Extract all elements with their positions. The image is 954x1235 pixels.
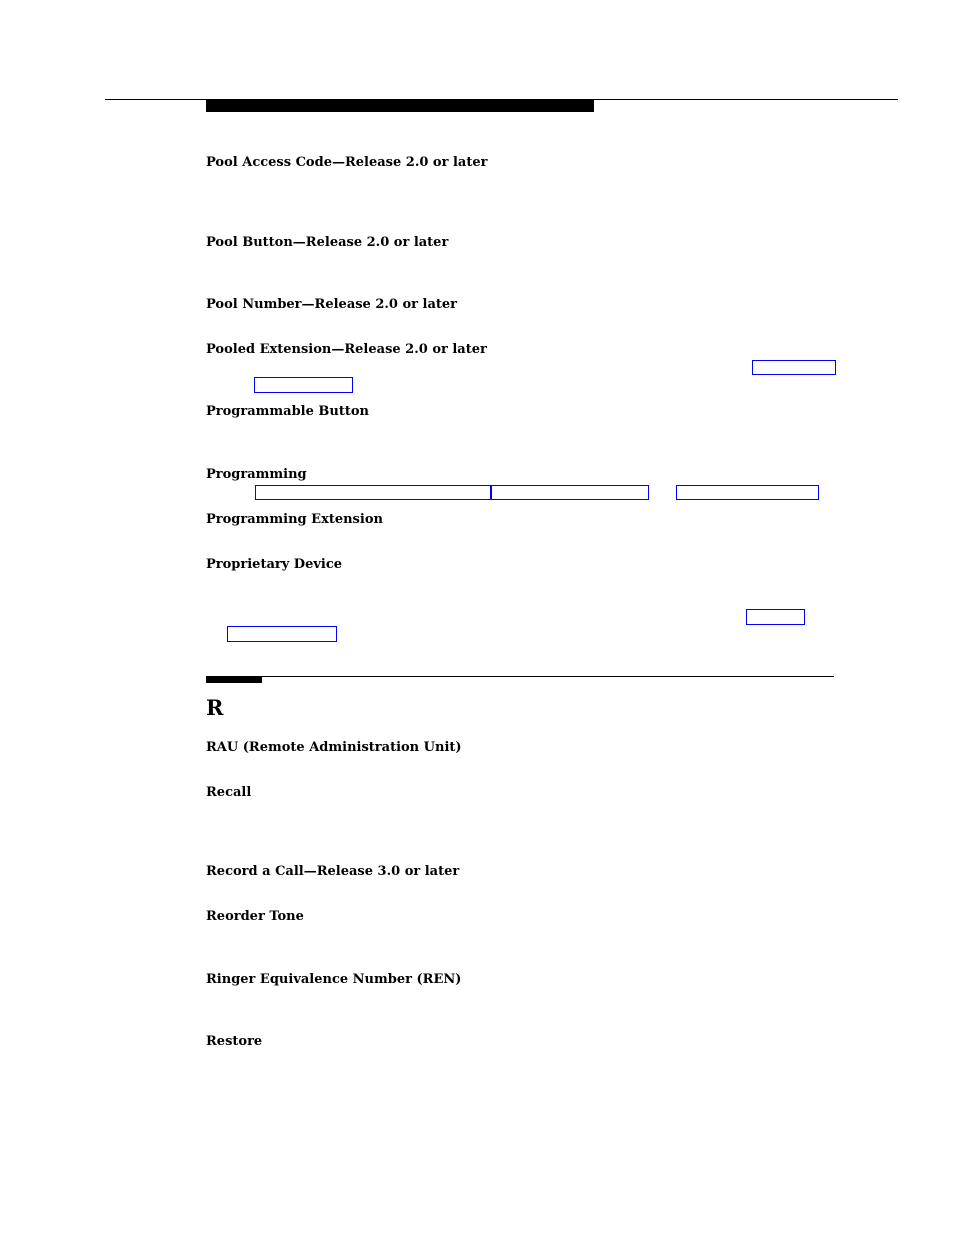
glossary-term: Proprietary Device: [206, 557, 343, 572]
section-heading: R: [206, 695, 224, 720]
cross-reference-link[interactable]: [746, 609, 805, 625]
glossary-term: Restore: [206, 1034, 263, 1049]
glossary-term: Pool Button—Release 2.0 or later: [206, 235, 449, 250]
glossary-term: Programming Extension: [206, 512, 383, 527]
glossary-term: Recall: [206, 785, 252, 800]
glossary-term: Pool Access Code—Release 2.0 or later: [206, 155, 488, 170]
glossary-term: Programmable Button: [206, 404, 369, 419]
glossary-term: Pooled Extension—Release 2.0 or later: [206, 342, 487, 357]
glossary-term: Ringer Equivalence Number (REN): [206, 972, 462, 987]
section-bar: [206, 677, 262, 683]
cross-reference-link[interactable]: [752, 360, 836, 375]
glossary-term: Record a Call—Release 3.0 or later: [206, 864, 460, 879]
cross-reference-link[interactable]: [255, 485, 491, 500]
glossary-term: Reorder Tone: [206, 909, 304, 924]
cross-reference-link[interactable]: [254, 377, 353, 393]
cross-reference-link[interactable]: [227, 626, 337, 642]
glossary-term: Programming: [206, 467, 307, 482]
cross-reference-link[interactable]: [676, 485, 819, 500]
header-bar: [206, 100, 594, 112]
glossary-term: Pool Number—Release 2.0 or later: [206, 297, 458, 312]
section-rule: [206, 676, 834, 677]
glossary-term: RAU (Remote Administration Unit): [206, 740, 462, 755]
cross-reference-link[interactable]: [491, 485, 649, 500]
